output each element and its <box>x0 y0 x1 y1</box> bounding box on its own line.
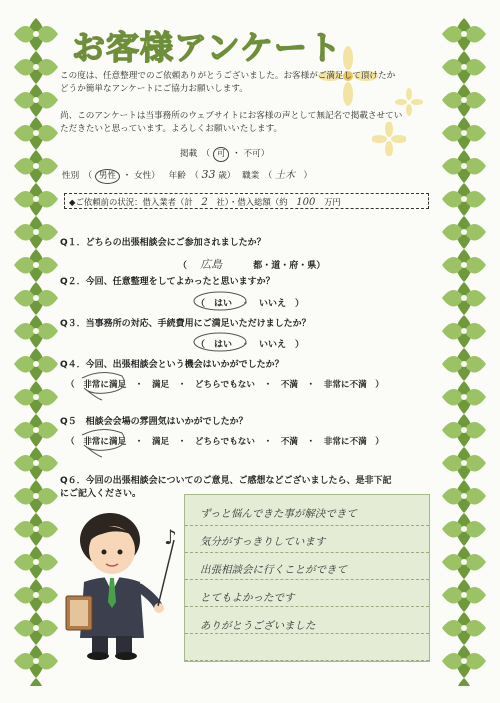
right-leaf-border <box>442 18 486 686</box>
q5-options[interactable]: （ 非常に満足 ・ 満足 ・ どちらでもない ・ 不満 ・ 非常に不満 ） <box>66 437 384 447</box>
status-box: ◆ご依頼前の状況：借入業者（計 2 社）・借入総額（約 100 万円 <box>64 193 429 209</box>
question-6: Q６．今回の出張相談会についてのご意見、ご感想などございましたら、是非下記 にご記入ください。 <box>60 476 392 499</box>
comment-line: 出張相談会に行くことができて <box>200 564 347 576</box>
q5-selected-circle-icon <box>72 425 132 459</box>
question-3: Q３．当事務所の対応、手続費用にご満足いただけましたか？ <box>60 319 311 329</box>
notice-line: ただきたいと思っています。よろしくお願いいたします。 <box>60 124 283 134</box>
publish-yes-option[interactable]: 可 <box>213 147 230 162</box>
q4-options[interactable]: （ 非常に満足 ・ 満足 ・ どちらでもない ・ 不満 ・ 非常に不満 ） <box>66 380 384 390</box>
profile-row: 性別 （ 男性 ・ 女性） 年齢 （ 33 歳） 職業 （ 土木 ） <box>62 168 422 184</box>
q3-selected-circle-icon <box>190 331 250 353</box>
intro-line: この度は、任意整理でのご依頼ありがとうございました。お客様がご満足して頂けたか <box>60 71 396 81</box>
comment-line: ずっと悩んできた事が解決できて <box>200 508 357 520</box>
q1-location-field[interactable]: 広島 <box>200 258 223 271</box>
lawyer-mascot-illustration <box>62 510 182 660</box>
q2-options[interactable]: （ はい ・ いいえ ） <box>196 299 305 309</box>
comment-line: 気分がすっきりしています <box>200 536 326 548</box>
lender-count-field[interactable]: 2 <box>201 197 208 208</box>
question-4: Q４．今回、出張相談会という機会はいかがでしたか？ <box>60 360 284 370</box>
comment-line: ありがとうございました <box>200 620 316 632</box>
job-field[interactable]: 土木 <box>274 170 295 181</box>
left-leaf-border <box>14 18 58 686</box>
q2-selected-circle-icon <box>190 290 250 312</box>
svg-text:♪: ♪ <box>164 525 177 549</box>
gender-male-option[interactable]: 男性 <box>95 169 120 184</box>
loan-amount-field[interactable]: 100 <box>296 197 316 208</box>
intro-paragraph <box>60 70 440 96</box>
question-2: Q２．今回、任意整理をしてよかったと思いますか？ <box>60 277 275 287</box>
question-1: Q１．どちらの出張相談会にご参加されましたか？ <box>60 238 266 248</box>
intro-line: どうか簡単なアンケートにご協力お願いします。 <box>60 84 248 94</box>
publish-no-option[interactable]: 不可 <box>243 149 261 159</box>
gender-female-option[interactable]: 女性 <box>134 171 152 181</box>
page-title: お客様アンケート <box>72 28 343 67</box>
q3-options[interactable]: （ はい ・ いいえ ） <box>196 340 305 350</box>
notice-paragraph <box>60 110 445 136</box>
q4-selected-circle-icon <box>72 368 132 402</box>
notice-line: 尚、このアンケートは当事務所のウェブサイトにお客様の声として無記名で掲載させてい <box>60 111 403 121</box>
comment-line: とてもよかったです <box>200 592 295 604</box>
question-5: Q５ 相談会会場の雰囲気はいかがでしたか？ <box>60 417 248 427</box>
age-field[interactable]: 33 <box>201 168 216 181</box>
q1-answer: （ 広島 都・道・府・県） <box>178 258 326 271</box>
publish-consent: 掲載 （ 可 ・ 不可） <box>180 147 269 162</box>
